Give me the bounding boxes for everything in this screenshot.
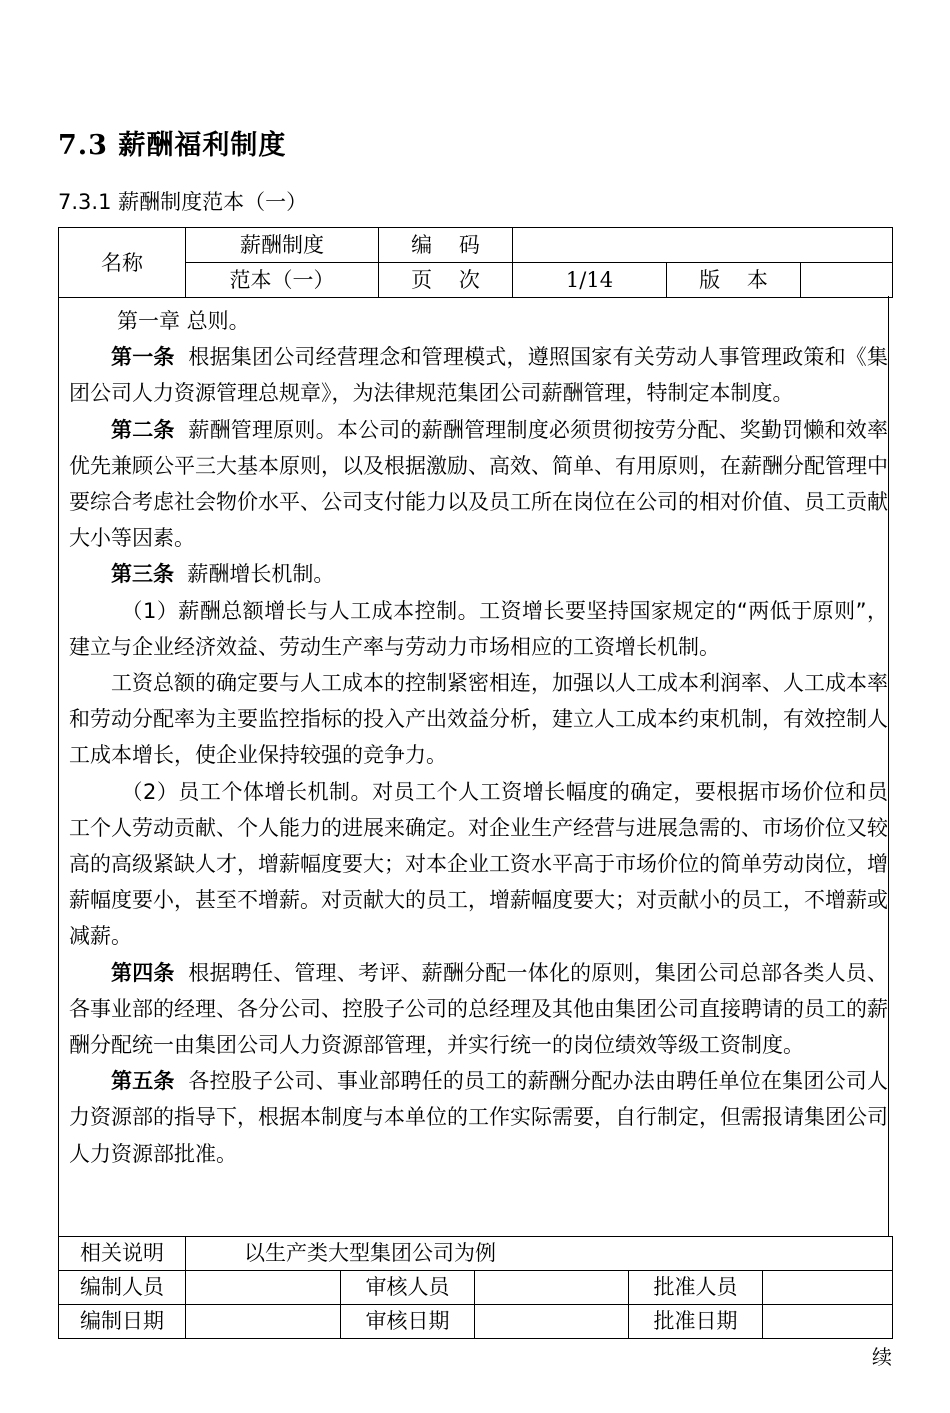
footer-table — [58, 1236, 893, 1339]
approved-by-label: 批准人员 — [629, 1271, 763, 1305]
reviewed-by-value — [475, 1271, 629, 1305]
article-2 — [69, 412, 888, 557]
prepared-by-label: 编制人员 — [59, 1271, 186, 1305]
code-value — [513, 228, 893, 263]
reviewed-date-value — [475, 1305, 629, 1339]
prepared-date-label: 编制日期 — [59, 1305, 186, 1339]
version-label: 版 本 — [667, 263, 801, 298]
article-1-text: 根据集团公司经营理念和管理模式，遵照国家有关劳动人事管理政策和《集团公司人力资源管理总规章》，为法律规范集团公司薪酬管理，特制定本制度。 — [69, 345, 888, 406]
document-body — [58, 296, 889, 1236]
article-1-title: 第一条 — [111, 345, 175, 370]
article-4-text: 根据聘任、管理、考评、薪酬分配一体化的原则，集团公司总部各类人员、各事业部的经理、各分公司、控股子公司的总经理及其他由集团公司直接聘请的员工的薪酬分配统一由集团公司人力资源部管理，并实行统一的岗位绩效等级工资制度。 — [69, 960, 888, 1058]
reviewed-by-label: 审核人员 — [341, 1271, 475, 1305]
article-5-text: 各控股子公司、事业部聘任的员工的薪酬分配办法由聘任单位在集团公司人力资源部的指导下，根据本制度与本单位的工作实际需要，自行制定，但需报请集团公司人力资源部批准。 — [69, 1069, 888, 1166]
article-4 — [69, 955, 888, 1064]
header-table — [58, 227, 893, 298]
approved-date-value — [763, 1305, 893, 1339]
continued-marker: 续 — [872, 1345, 892, 1369]
article-2-text: 薪酬管理原则。本公司的薪酬管理制度必须贯彻按劳分配、奖勤罚懒和效率优先兼顾公平三大基本原则，以及根据激励、高效、简单、有用原则，在薪酬分配管理中要综合考虑社会物价水平、公司支付能力以及员工所在岗位在公司的相对价值、员工贡献大小等因素。 — [69, 417, 888, 551]
reviewed-date-label: 审核日期 — [341, 1305, 475, 1339]
article-3-paragraph-1: （1）薪酬总额增长与人工成本控制。工资增长要坚持国家规定的“两低于原则”，建立与企业经济效益、劳动生产率与劳动力市场相应的工资增长机制。 — [69, 598, 888, 659]
approved-date-label: 批准日期 — [629, 1305, 763, 1339]
article-3-paragraph-2: 工资总额的确定要与人工成本的控制紧密相连，加强以人工成本利润率、人工成本率和劳动分配率为主要监控指标的投入产出效益分析，建立人工成本约束机制，有效控制人工成本增长，使企业保持较强的竞争力。 — [69, 671, 888, 768]
version-value — [801, 263, 893, 298]
page-label: 页 次 — [379, 263, 513, 298]
section-title: 7.3 薪酬福利制度 — [58, 130, 287, 161]
article-4-title: 第四条 — [111, 960, 175, 985]
approved-by-value — [763, 1271, 893, 1305]
article-5 — [69, 1063, 888, 1172]
article-3 — [69, 556, 888, 592]
article-3-paragraph-3: （2）员工个体增长机制。对员工个人工资增长幅度的确定，要根据市场价位和员工个人劳动贡献、个人能力的进展来确定。对企业生产经营与进展急需的、市场价位又较高的高级紧缺人才，增薪幅度要大；对本企业工资水平高于市场价位的简单劳动岗位，增薪幅度要小，甚至不增薪。对贡献大的员工，增薪幅度要大；对贡献小的员工，不增薪或减薪。 — [69, 779, 888, 949]
note-value: 以生产类大型集团公司为例 — [186, 1237, 893, 1271]
page-value: 1/14 — [513, 263, 667, 298]
prepared-date-value — [186, 1305, 341, 1339]
note-label: 相关说明 — [59, 1237, 186, 1271]
doc-name-line1: 薪酬制度 — [186, 228, 379, 263]
article-3-text: 薪酬增长机制。 — [187, 562, 335, 587]
article-3-title: 第三条 — [111, 562, 174, 587]
subsection-title: 7.3.1 薪酬制度范本（一） — [58, 190, 308, 214]
name-label: 名称 — [59, 228, 186, 298]
chapter-heading: 第一章 总则。 — [117, 309, 250, 333]
article-1 — [69, 339, 888, 411]
code-label: 编 码 — [379, 228, 513, 263]
prepared-by-value — [186, 1271, 341, 1305]
article-2-title: 第二条 — [111, 417, 175, 442]
article-5-title: 第五条 — [111, 1069, 175, 1094]
doc-name-line2: 范本（一） — [186, 263, 379, 298]
